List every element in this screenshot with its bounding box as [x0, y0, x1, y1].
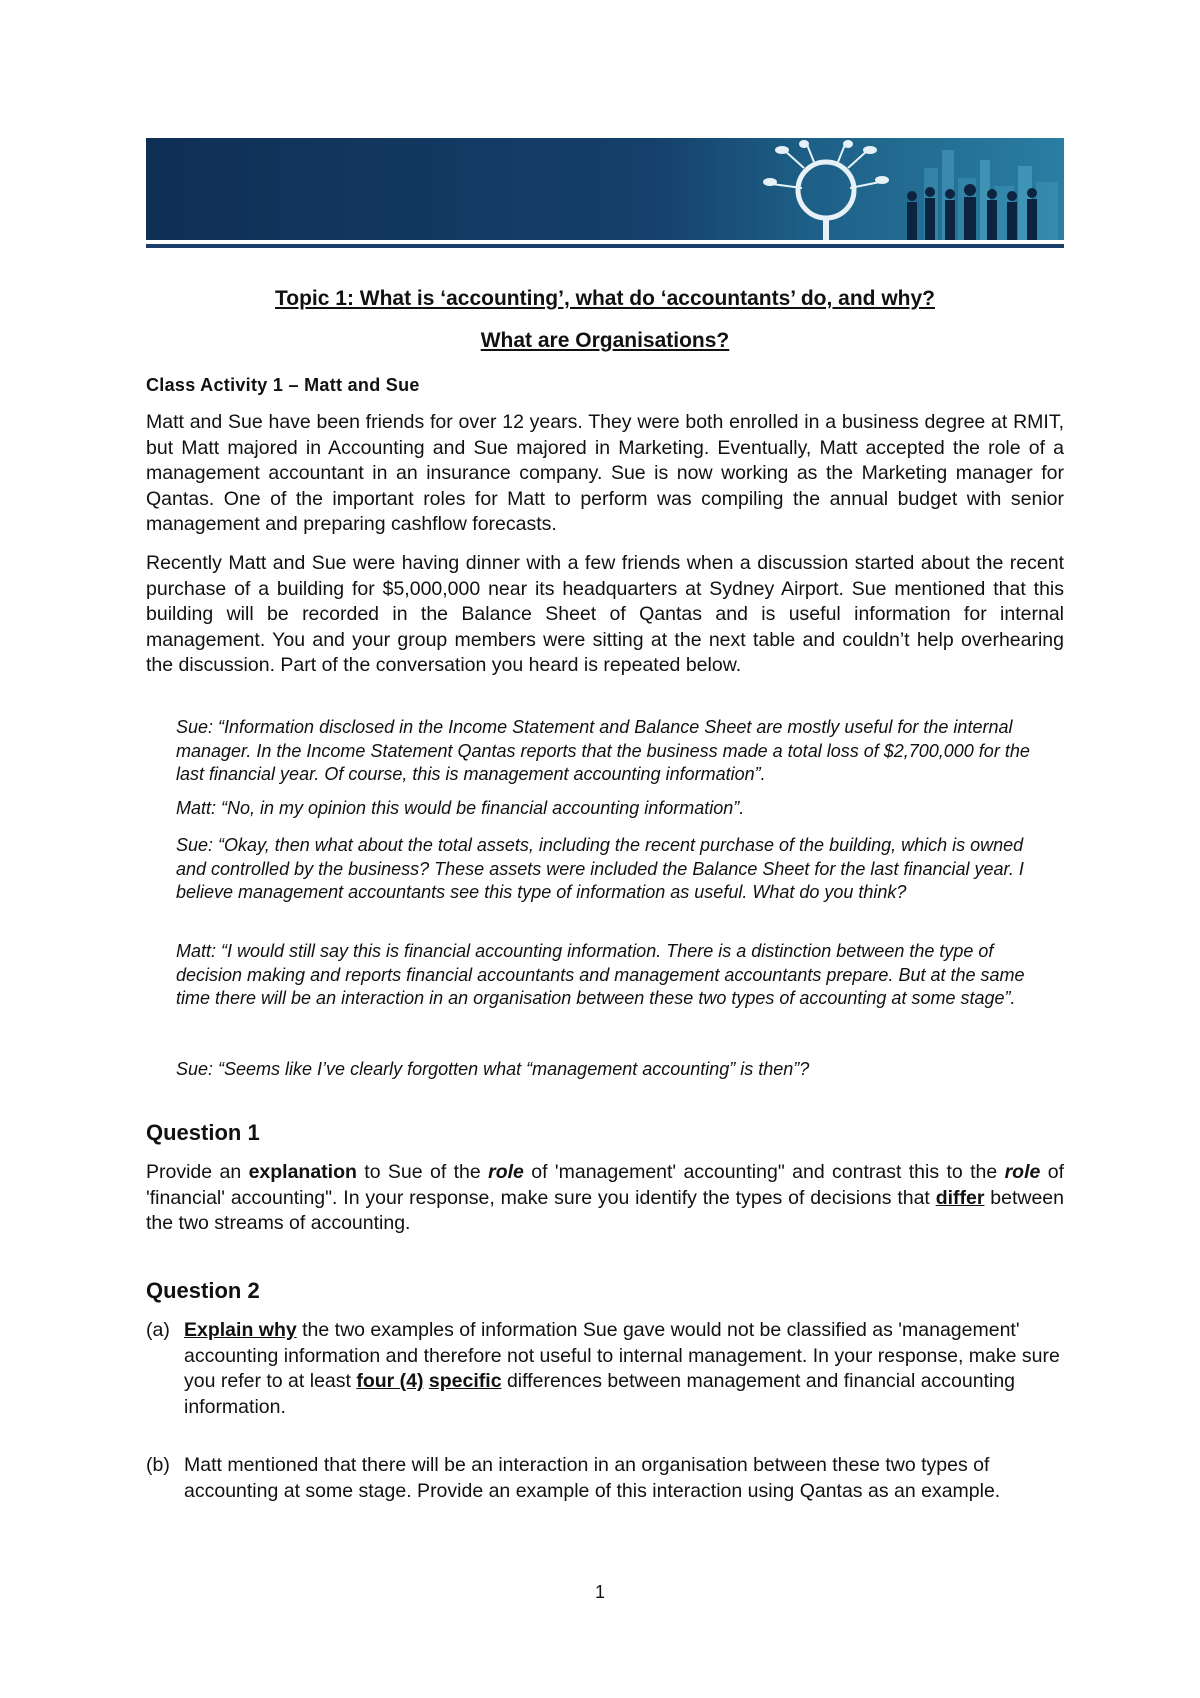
- question-1-heading: Question 1: [146, 1120, 260, 1145]
- item-label: (a): [146, 1319, 170, 1341]
- dialogue-line: Sue: “Seems like I’ve clearly forgotten what “management accounting” is then”?: [176, 1059, 810, 1079]
- emphasis: role: [1004, 1161, 1041, 1183]
- question-1-text: Provide an explanation to Sue of the role of 'management' accounting" and contrast this to the role of 'financial' accounting". In your response, make sure you identify the types of decisions that differ between the two streams of accounting.: [146, 1161, 1064, 1235]
- dialogue-line: Matt: “I would still say this is financial accounting information. There is a distinction between the type of decision making and reports financial accountants and management accountants prepare. But at the same time there will be an interaction in an organisation between these two types of accounting at some stage”.: [176, 941, 1025, 1008]
- question-2-heading: Question 2: [146, 1278, 260, 1303]
- activity-heading: Class Activity 1 – Matt and Sue: [146, 375, 420, 395]
- dialogue-line: Sue: “Okay, then what about the total assets, including the recent purchase of the building, which is owned and controlled by the business? These assets were included the Balance Sheet for the last financial year. I believe management accountants see this type of information as useful. What do you think?: [176, 835, 1024, 902]
- question-2b-text: Matt mentioned that there will be an interaction in an organisation between these two types of accounting at some stage. Provide an example of this interaction using Qantas as an example.: [184, 1454, 1001, 1502]
- banner-underline: [146, 244, 1064, 248]
- activity-paragraph-1: Matt and Sue have been friends for over 12 years. They were both enrolled in a business degree at RMIT, but Matt majored in Accounting and Sue majored in Marketing. Eventually, Matt accepted the role of a management accountant in an insurance company. Sue is now working as the Marketing manager for Qantas. One of the important roles for Matt to perform was compiling the annual budget with senior management and preparing cashflow forecasts.: [146, 411, 1064, 536]
- question-2b: [146, 1453, 1064, 1504]
- dialogue-line: Sue: “Information disclosed in the Income Statement and Balance Sheet are mostly useful for the internal manager. In the Income Statement Qantas reports that the business made a total loss of $2,700,000 for the last financial year. Of course, this is management accounting information”.: [176, 717, 1030, 784]
- page-title: Topic 1: What is ‘accounting’, what do ‘accountants’ do, and why?: [275, 287, 935, 310]
- page-subtitle: What are Organisations?: [480, 329, 730, 352]
- tree-city-logo-icon: [744, 138, 1064, 240]
- emphasis: role: [488, 1161, 524, 1183]
- page-number: 1: [594, 1582, 605, 1602]
- item-label: (b): [146, 1454, 170, 1476]
- question-2a-text: Explain why the two examples of information Sue gave would not be classified as 'management' accounting information and therefore not useful to internal management. In your response, make sure you refer to at least four (4) specific differences between management and financial accounting information.: [184, 1319, 1060, 1418]
- dialogue-line: Matt: “No, in my opinion this would be financial accounting information”.: [176, 798, 745, 818]
- emphasis: explanation: [248, 1161, 357, 1183]
- question-2a: [146, 1318, 1064, 1420]
- emphasis: differ: [935, 1186, 985, 1209]
- activity-paragraph-2: Recently Matt and Sue were having dinner with a few friends when a discussion started about the recent purchase of a building for $5,000,000 near its headquarters at Sydney Airport. Sue mentioned that this building will be recorded in the Balance Sheet of Qantas and is useful information for internal management. You and your group members were sitting at the next table and couldn’t help overhearing the discussion. Part of the conversation you heard is repeated below.: [146, 552, 1064, 677]
- header-banner: [146, 138, 1064, 240]
